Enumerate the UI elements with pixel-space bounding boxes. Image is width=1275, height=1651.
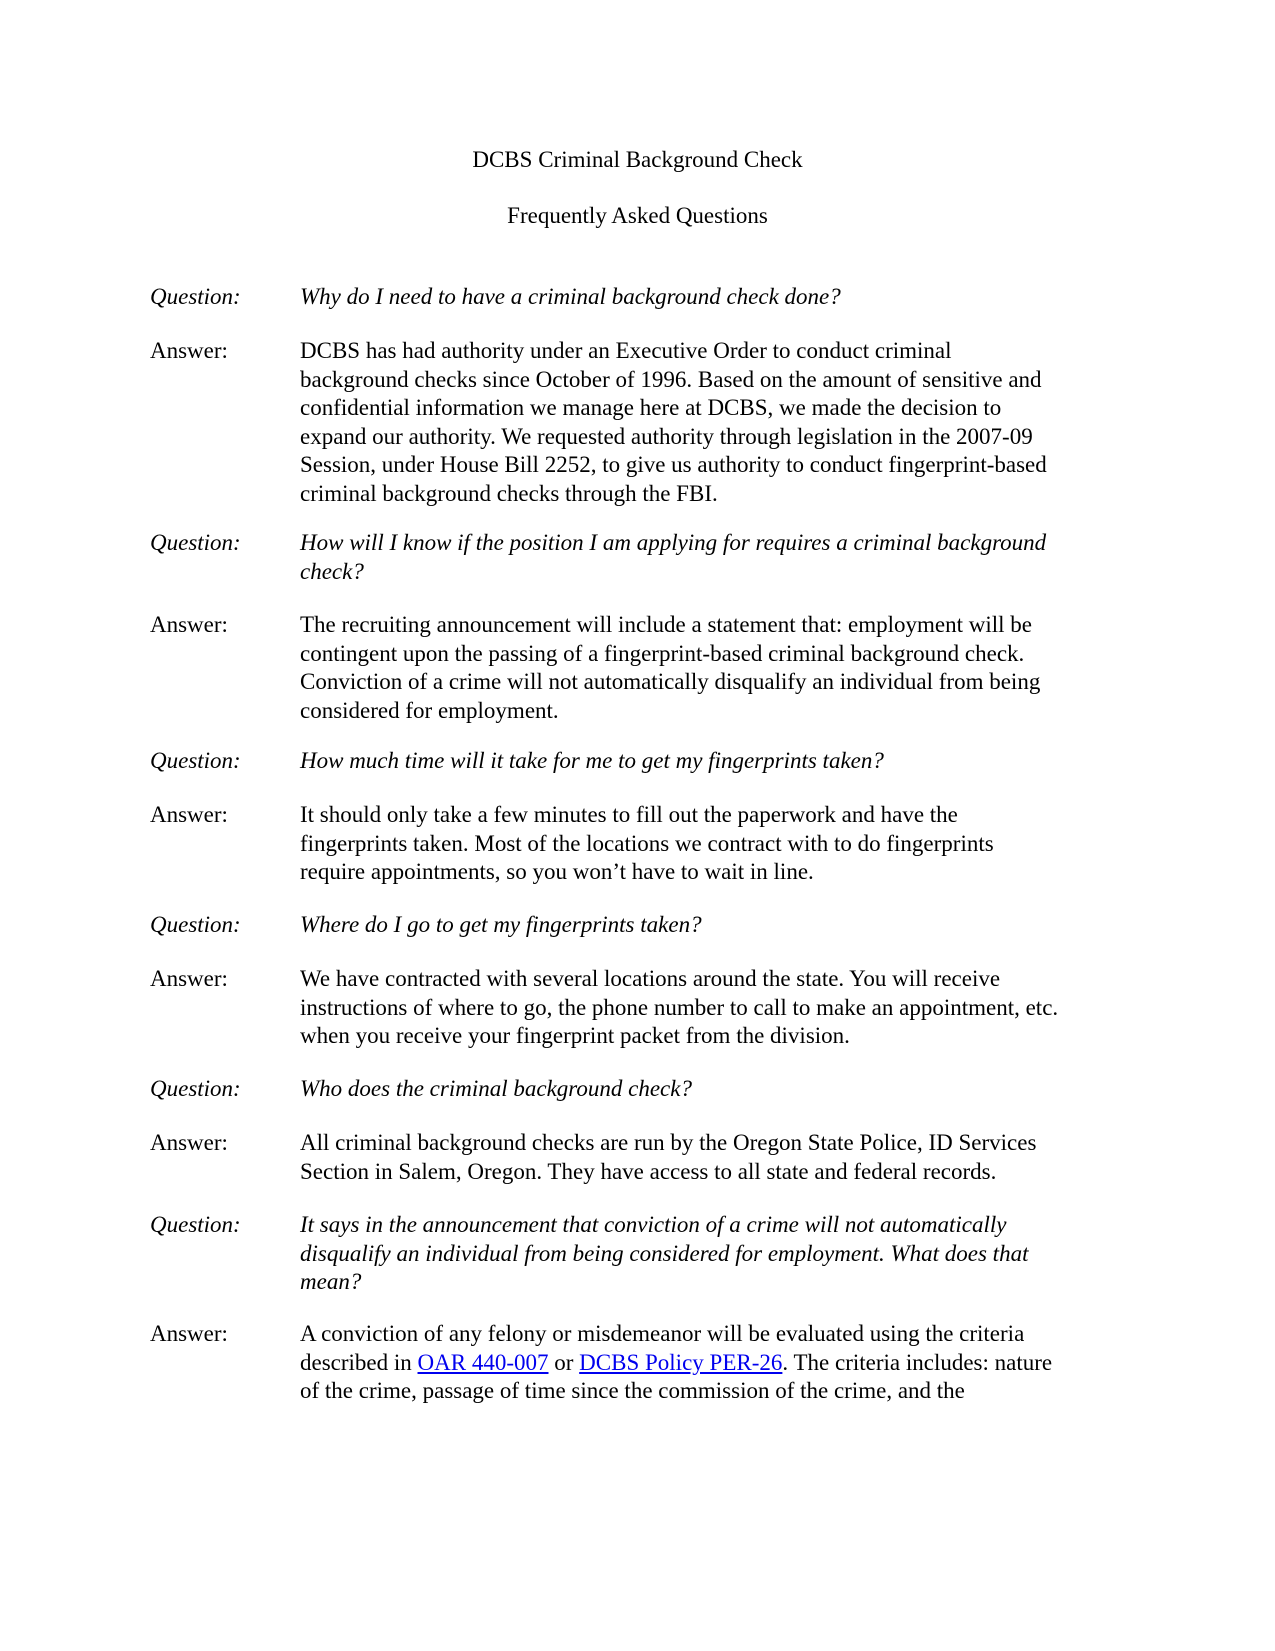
answer-line: confidential information we manage here at DCBS, we made the decision to <box>300 395 1002 420</box>
answer-label: Answer: <box>150 1321 228 1346</box>
question-label: Question: <box>150 1212 241 1237</box>
answer-line: fingerprints taken. Most of the locations we contract with to do fingerprints <box>300 830 994 856</box>
oar-440-007-link[interactable]: OAR 440-007 <box>417 1349 549 1375</box>
answer-text-fragment: . The criteria includes: nature <box>782 1349 1053 1375</box>
question-text <box>300 747 1130 776</box>
question-line: check? <box>300 558 364 584</box>
question-text <box>300 1075 1130 1104</box>
answer-label: Answer: <box>150 966 228 991</box>
answer-text-fragment: described in <box>300 1349 418 1375</box>
question-label: Question: <box>150 912 241 937</box>
question-line: disqualify an individual from being considered for employment. What does that <box>300 1240 1029 1266</box>
question-line: It says in the announcement that conviction of a crime will not automatically <box>300 1212 1007 1237</box>
answer-line: We have contracted with several locations around the state. You will receive <box>300 966 1001 991</box>
answer-line: The recruiting announcement will include a statement that: employment will be <box>300 612 1032 637</box>
answer-text <box>300 1320 1130 1406</box>
document-subtitle: Frequently Asked Questions <box>507 203 768 228</box>
question-label: Question: <box>150 1076 241 1101</box>
answer-line: A conviction of any felony or misdemeanor will be evaluated using the criteria <box>300 1321 1025 1346</box>
answer-line: Session, under House Bill 2252, to give us authority to conduct fingerprint-based <box>300 452 1047 477</box>
answer-line: considered for employment. <box>300 697 559 723</box>
answer-line: criminal background checks through the FBI. <box>300 480 718 506</box>
answer-line: require appointments, so you won’t have to wait in line. <box>300 859 814 884</box>
answer-line: background checks since October of 1996. Based on the amount of sensitive and <box>300 366 1042 392</box>
question-line: How much time will it take for me to get my fingerprints taken? <box>300 748 884 773</box>
question-text <box>300 911 1130 940</box>
answer-text <box>300 611 1130 725</box>
answer-text-fragment: or <box>548 1349 580 1375</box>
question-text <box>300 529 1130 586</box>
answer-line: DCBS has had authority under an Executive Order to conduct criminal <box>300 338 952 363</box>
answer-text <box>300 965 1130 1051</box>
answer-line: expand our authority. We requested authority through legislation in the 2007-09 <box>300 423 1033 449</box>
document-title: DCBS Criminal Background Check <box>472 147 803 172</box>
question-text <box>300 1211 1130 1297</box>
answer-text <box>300 337 1130 508</box>
question-line: Where do I go to get my fingerprints taken? <box>300 912 702 937</box>
question-line: Why do I need to have a criminal background check done? <box>300 284 841 309</box>
answer-line: instructions of where to go, the phone number to call to make an appointment, etc. <box>300 994 1059 1020</box>
question-text <box>300 283 1130 312</box>
answer-line: when you receive your fingerprint packet from the division. <box>300 1023 850 1048</box>
question-label: Question: <box>150 530 241 555</box>
answer-label: Answer: <box>150 802 228 827</box>
question-label: Question: <box>150 284 241 309</box>
answer-line: Conviction of a crime will not automatically disqualify an individual from being <box>300 669 1041 694</box>
question-label: Question: <box>150 748 241 773</box>
answer-label: Answer: <box>150 612 228 637</box>
answer-line: Section in Salem, Oregon. They have access to all state and federal records. <box>300 1158 997 1184</box>
answer-text <box>300 1129 1130 1186</box>
question-line: How will I know if the position I am applying for requires a criminal background <box>300 530 1047 555</box>
answer-line-with-links <box>300 1349 1130 1378</box>
question-line: Who does the criminal background check? <box>300 1076 692 1101</box>
answer-text <box>300 801 1130 887</box>
question-line: mean? <box>300 1269 362 1294</box>
answer-line: All criminal background checks are run by the Oregon State Police, ID Services <box>300 1130 1037 1155</box>
dcbs-policy-per-26-link[interactable]: DCBS Policy PER-26 <box>579 1349 783 1375</box>
answer-line: It should only take a few minutes to fill out the paperwork and have the <box>300 802 958 827</box>
answer-label: Answer: <box>150 1130 228 1155</box>
answer-line: contingent upon the passing of a fingerprint-based criminal background check. <box>300 640 1025 666</box>
answer-line: of the crime, passage of time since the commission of the crime, and the <box>300 1378 965 1403</box>
answer-label: Answer: <box>150 338 228 363</box>
